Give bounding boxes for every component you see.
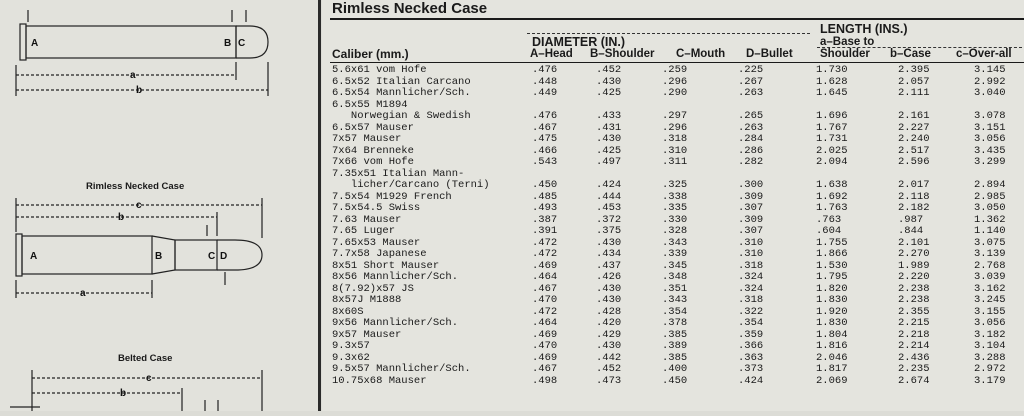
value-cell: 2.517 (898, 144, 930, 157)
value-cell: .434 (596, 248, 622, 260)
value-cell: .430 (596, 236, 622, 249)
value-cell: .448 (532, 75, 558, 88)
caliber-cell: Norwegian & Swedish (332, 110, 471, 122)
value-cell: .464 (532, 271, 558, 283)
value-cell: .450 (532, 179, 558, 191)
value-cell: .330 (662, 213, 688, 226)
caliber-cell: 7x64 Brenneke (332, 144, 414, 157)
caliber-cell: 8x51 Short Mauser (332, 259, 440, 272)
value-cell: .286 (738, 144, 764, 157)
value-cell: .343 (662, 236, 688, 249)
value-cell: .472 (532, 305, 558, 318)
caliber-cell: 7x57 Mauser (332, 133, 402, 145)
caliber-cell: 9.5x57 Mannlicher/Sch. (332, 363, 471, 375)
caliber-cell: 7.5x54.5 Swiss (332, 202, 421, 214)
necked-case-caption: Rimless Necked Case (86, 181, 185, 192)
value-cell: 2.046 (816, 351, 848, 364)
value-cell: 2.182 (898, 202, 930, 214)
value-cell: .389 (662, 340, 688, 352)
value-cell: 2.227 (898, 121, 930, 134)
value-cell: 1.817 (816, 363, 848, 375)
table-row (332, 318, 1024, 330)
value-cell: .473 (596, 374, 622, 387)
value-cell: 2.596 (898, 156, 930, 168)
value-cell: .476 (532, 64, 558, 76)
value-cell: 1.530 (816, 259, 848, 272)
value-cell: .430 (596, 294, 622, 306)
diameter-dashed-rule (527, 33, 810, 34)
value-cell: 1.140 (974, 225, 1006, 237)
value-cell: .385 (662, 328, 688, 341)
value-cell: .282 (738, 156, 764, 168)
label-c-mid: c (136, 200, 142, 211)
caliber-cell: 8x57J M1888 (332, 294, 402, 306)
value-cell: .469 (532, 351, 558, 364)
value-cell: .470 (532, 340, 558, 352)
value-cell: .263 (738, 87, 764, 99)
caliber-cell: 7.63 Mauser (332, 213, 402, 226)
table-row (332, 341, 1024, 353)
value-cell: .372 (596, 213, 622, 226)
caliber-cell: 8x56 Mannlicher/Sch. (332, 271, 459, 283)
value-cell: .343 (662, 294, 688, 306)
label-B-mid: B (155, 251, 163, 262)
belted-case-diagram (10, 370, 262, 411)
value-cell: .328 (662, 225, 688, 237)
value-cell: .310 (738, 248, 764, 260)
value-cell: .467 (532, 363, 558, 375)
value-cell: .265 (738, 110, 764, 122)
label-A-mid: A (30, 251, 38, 262)
case-header: b–Case (890, 48, 931, 60)
value-cell: 3.050 (974, 202, 1006, 214)
head-header: A–Head (530, 48, 573, 60)
value-cell: 3.145 (974, 64, 1006, 76)
value-cell: .387 (532, 213, 558, 226)
value-cell: .325 (662, 179, 688, 191)
value-cell: 1.767 (816, 121, 848, 134)
table-row (332, 203, 1024, 215)
value-cell: .339 (662, 248, 688, 260)
value-cell: 3.139 (974, 248, 1006, 260)
diagram-letters (30, 38, 245, 399)
value-cell: 1.692 (816, 190, 848, 203)
value-cell: 3.104 (974, 340, 1006, 352)
value-cell: .452 (596, 64, 622, 76)
value-cell: .363 (738, 351, 764, 364)
figures-panel (0, 0, 318, 411)
value-cell: .348 (662, 271, 688, 283)
value-cell: .543 (532, 156, 558, 168)
shoulder-header: B–Shoulder (590, 48, 655, 60)
value-cell: .464 (532, 317, 558, 329)
value-cell: .318 (738, 259, 764, 272)
caliber-cell: 9x57 Mauser (332, 328, 402, 341)
value-cell: .366 (738, 340, 764, 352)
length-a-sub1: a–Base to (820, 36, 875, 48)
value-cell: .433 (596, 110, 622, 122)
value-cell: 2.215 (898, 317, 930, 329)
value-cell: 3.151 (974, 121, 1006, 134)
value-cell: .430 (596, 282, 622, 295)
value-cell: 2.395 (898, 64, 930, 76)
value-cell: 2.094 (816, 156, 848, 168)
value-cell: .453 (596, 202, 622, 214)
title-rule (330, 18, 1024, 20)
value-cell: 2.101 (898, 236, 930, 249)
caliber-cell: 7.5x54 M1929 French (332, 190, 452, 203)
value-cell: .420 (596, 317, 622, 329)
value-cell: .300 (738, 179, 764, 191)
value-cell: 2.118 (898, 190, 930, 203)
value-cell: .452 (596, 363, 622, 375)
value-cell: 2.768 (974, 259, 1006, 272)
value-cell: .485 (532, 190, 558, 203)
value-cell: 1.638 (816, 179, 848, 191)
value-cell: 2.235 (898, 363, 930, 375)
caliber-cell: 9.3x57 (332, 340, 370, 352)
table-row (332, 272, 1024, 284)
value-cell: 1.804 (816, 328, 848, 341)
caliber-cell: 7x66 vom Hofe (332, 156, 414, 168)
value-cell: .472 (532, 248, 558, 260)
label-b-top: b (136, 85, 143, 96)
value-cell: .466 (532, 144, 558, 157)
value-cell: .430 (596, 340, 622, 352)
necked-case-diagram (16, 198, 262, 298)
value-cell: .430 (596, 133, 622, 145)
label-B-top: B (224, 38, 232, 49)
value-cell: .263 (738, 121, 764, 134)
value-cell: .351 (662, 282, 688, 295)
value-cell: 2.674 (898, 374, 930, 387)
belted-case-caption: Belted Case (118, 353, 173, 364)
value-cell: .307 (738, 202, 764, 214)
value-cell: .400 (662, 363, 688, 375)
label-C-mid: C (208, 251, 216, 262)
value-cell: .428 (596, 305, 622, 318)
value-cell: 3.155 (974, 305, 1006, 318)
header-rule (330, 62, 1024, 63)
value-cell: 2.355 (898, 305, 930, 318)
label-a-top: a (130, 70, 136, 81)
value-cell: .359 (738, 328, 764, 341)
value-cell: .450 (662, 374, 688, 387)
base-to-shoulder-header: Shoulder (820, 48, 870, 60)
value-cell: .296 (662, 121, 688, 134)
caliber-cell: licher/Carcano (Terni) (332, 179, 490, 191)
value-cell: 1.816 (816, 340, 848, 352)
column-divider (318, 0, 321, 411)
value-cell: 2.436 (898, 351, 930, 364)
table-row (332, 376, 1024, 388)
value-cell: .442 (596, 351, 622, 364)
value-cell: .267 (738, 75, 764, 88)
value-cell: .324 (738, 271, 764, 283)
value-cell: .345 (662, 259, 688, 272)
value-cell: 1.731 (816, 133, 848, 145)
caliber-cell: 7.65 Luger (332, 225, 396, 237)
value-cell: .437 (596, 259, 622, 272)
caliber-cell: 8x60S (332, 305, 364, 318)
value-cell: .378 (662, 317, 688, 329)
value-cell: .493 (532, 202, 558, 214)
value-cell: .449 (532, 87, 558, 99)
value-cell: 3.162 (974, 282, 1006, 295)
value-cell: .425 (596, 87, 622, 99)
table-row (332, 157, 1024, 169)
value-cell: 1.866 (816, 248, 848, 260)
caliber-cell: 9.3x62 (332, 351, 370, 364)
value-cell: 3.435 (974, 144, 1006, 157)
value-cell: 2.238 (898, 282, 930, 295)
value-cell: .338 (662, 190, 688, 203)
label-A-top: A (31, 38, 39, 49)
value-cell: 3.245 (974, 294, 1006, 306)
value-cell: .444 (596, 190, 622, 203)
value-cell: .475 (532, 133, 558, 145)
value-cell: 3.182 (974, 328, 1006, 341)
table-row (332, 295, 1024, 307)
value-cell: .259 (662, 64, 688, 76)
value-cell: 1.730 (816, 64, 848, 76)
caliber-cell: 7.7x58 Japanese (332, 248, 427, 260)
table-row (332, 111, 1024, 123)
value-cell: 1.830 (816, 317, 848, 329)
value-cell: .310 (662, 144, 688, 157)
table-title: Rimless Necked Case (332, 0, 488, 17)
caliber-cell: 6.5x57 Mauser (332, 121, 414, 134)
value-cell: 3.039 (974, 271, 1006, 283)
value-cell: .373 (738, 363, 764, 375)
value-cell: 2.111 (898, 87, 930, 99)
table-row (332, 180, 1024, 192)
label-b-mid: b (118, 212, 125, 223)
table-row (332, 134, 1024, 146)
value-cell: .385 (662, 351, 688, 364)
value-cell: 3.078 (974, 110, 1006, 122)
value-cell: .354 (738, 317, 764, 329)
value-cell: .296 (662, 75, 688, 88)
value-cell: 2.240 (898, 133, 930, 145)
value-cell: .469 (532, 259, 558, 272)
value-cell: 1.628 (816, 75, 848, 88)
value-cell: .987 (898, 213, 924, 226)
caliber-cell: 9x56 Mannlicher/Sch. (332, 317, 459, 329)
label-c-bot: c (146, 373, 152, 384)
table-row (332, 226, 1024, 238)
mouth-header: C–Mouth (676, 48, 726, 60)
table-row (332, 65, 1024, 77)
value-cell: .354 (662, 305, 688, 318)
table-row (332, 88, 1024, 100)
table-body (332, 65, 1024, 387)
value-cell: 2.025 (816, 144, 848, 157)
value-cell: 1.920 (816, 305, 848, 318)
value-cell: .309 (738, 213, 764, 226)
value-cell: 3.040 (974, 87, 1006, 99)
table-row (332, 249, 1024, 261)
value-cell: 2.214 (898, 340, 930, 352)
bullet-header: D–Bullet (746, 48, 793, 60)
value-cell: .324 (738, 282, 764, 295)
value-cell: .498 (532, 374, 558, 387)
value-cell: .472 (532, 236, 558, 249)
value-cell: 2.069 (816, 374, 848, 387)
value-cell: 2.894 (974, 179, 1006, 191)
value-cell: .604 (816, 225, 842, 237)
label-a-mid: a (80, 288, 86, 299)
value-cell: 2.057 (898, 75, 930, 88)
value-cell: 2.218 (898, 328, 930, 341)
value-cell: .763 (816, 213, 842, 226)
caliber-cell: 5.6x61 vom Hofe (332, 64, 427, 76)
value-cell: 2.972 (974, 363, 1006, 375)
value-cell: 3.056 (974, 317, 1006, 329)
value-cell: 2.017 (898, 179, 930, 191)
cartridge-diagrams (0, 0, 318, 411)
value-cell: 2.992 (974, 75, 1006, 88)
diameter-group-header: DIAMETER (IN.) (532, 35, 626, 49)
value-cell: .318 (662, 133, 688, 145)
value-cell: 1.830 (816, 294, 848, 306)
label-b-bot: b (120, 388, 127, 399)
value-cell: 3.075 (974, 236, 1006, 249)
value-cell: .284 (738, 133, 764, 145)
caliber-cell: 6.5x54 Mannlicher/Sch. (332, 87, 471, 99)
value-cell: .467 (532, 282, 558, 295)
value-cell: .335 (662, 202, 688, 214)
value-cell: 1.989 (898, 259, 930, 272)
value-cell: 3.299 (974, 156, 1006, 168)
value-cell: 3.288 (974, 351, 1006, 364)
value-cell: 1.755 (816, 236, 848, 249)
value-cell: .290 (662, 87, 688, 99)
label-C-top: C (238, 38, 246, 49)
value-cell: .307 (738, 225, 764, 237)
caliber-cell: 7.35x51 Italian Mann- (332, 167, 465, 180)
value-cell: 1.362 (974, 213, 1006, 226)
straight-case-diagram (16, 10, 268, 96)
value-cell: 1.763 (816, 202, 848, 214)
value-cell: .429 (596, 328, 622, 341)
value-cell: .476 (532, 110, 558, 122)
value-cell: 1.645 (816, 87, 848, 99)
value-cell: .225 (738, 64, 764, 76)
value-cell: 2.220 (898, 271, 930, 283)
caliber-cell: 7.65x53 Mauser (332, 236, 421, 249)
value-cell: .310 (738, 236, 764, 249)
value-cell: .469 (532, 328, 558, 341)
value-cell: 1.795 (816, 271, 848, 283)
value-cell: 2.161 (898, 110, 930, 122)
value-cell: 3.179 (974, 374, 1006, 387)
length-group-header: LENGTH (INS.) (820, 22, 908, 36)
value-cell: .431 (596, 121, 622, 134)
value-cell: .311 (662, 156, 688, 168)
value-cell: .318 (738, 294, 764, 306)
value-cell: .424 (596, 179, 622, 191)
value-cell: .425 (596, 144, 622, 157)
value-cell: .844 (898, 225, 924, 237)
caliber-cell: 6.5x55 M1894 (332, 98, 408, 111)
caliber-header: Caliber (mm.) (332, 47, 409, 61)
value-cell: 2.238 (898, 294, 930, 306)
value-cell: .424 (738, 374, 764, 387)
caliber-cell: 6.5x52 Italian Carcano (332, 75, 471, 88)
value-cell: 3.056 (974, 133, 1006, 145)
value-cell: .322 (738, 305, 764, 318)
caliber-cell: 10.75x68 Mauser (332, 374, 427, 387)
value-cell: .470 (532, 294, 558, 306)
caliber-cell: 8(7.92)x57 JS (332, 282, 414, 295)
table-row (332, 364, 1024, 376)
label-D-mid: D (220, 251, 228, 262)
value-cell: 1.696 (816, 110, 848, 122)
value-cell: .467 (532, 121, 558, 134)
value-cell: .426 (596, 271, 622, 283)
value-cell: 2.985 (974, 190, 1006, 203)
value-cell: .430 (596, 75, 622, 88)
value-cell: .391 (532, 225, 558, 237)
value-cell: 2.270 (898, 248, 930, 260)
overall-header: c–Over-all (956, 48, 1012, 60)
value-cell: .309 (738, 190, 764, 203)
value-cell: .375 (596, 225, 622, 237)
data-table-panel (322, 0, 1024, 411)
value-cell: .497 (596, 156, 622, 168)
value-cell: .297 (662, 110, 688, 122)
value-cell: 1.820 (816, 282, 848, 295)
